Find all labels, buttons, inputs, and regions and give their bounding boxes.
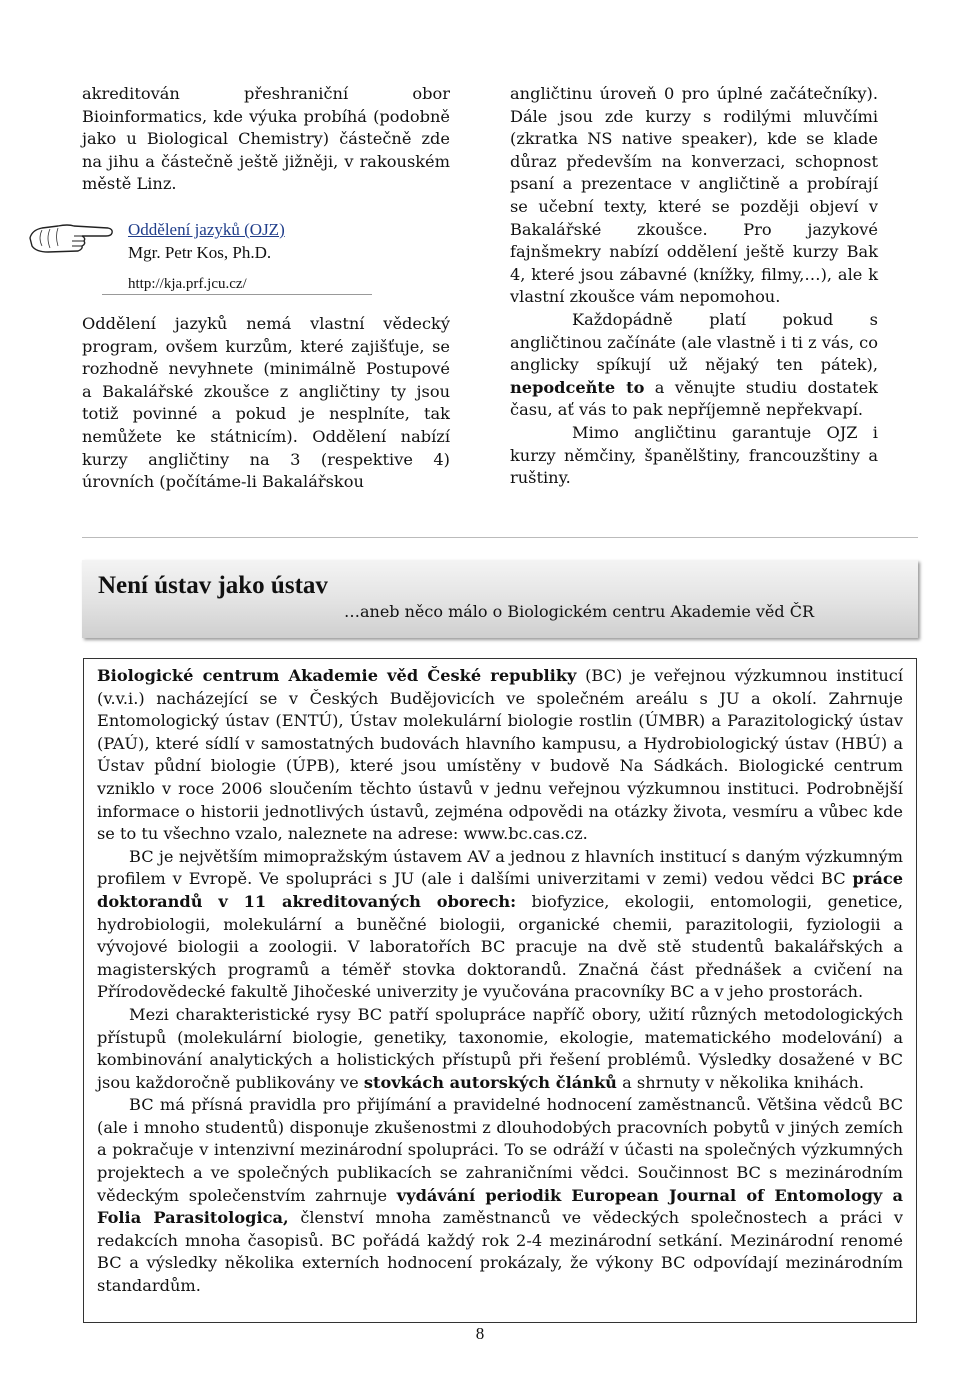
intro-text: akreditován přeshraniční obor Bioinformatics, kde výuka probíhá (podobně jako u Biological Chemistry) částečně zde na jihu a částečně ještě jižněji, v rakouském městě Linz.: [82, 84, 450, 194]
text-span: a shrnuty v několika knihách.: [616, 1072, 864, 1092]
ojz-url[interactable]: http://kja.prf.jcu.cz/: [128, 275, 247, 292]
pointing-hand-icon: [28, 216, 114, 256]
right-column: [510, 83, 878, 490]
right-paragraph-3: Mimo angličtinu garantuje OJZ i kurzy němčiny, španělštiny, francouzštiny a ruštiny.: [510, 422, 878, 488]
banner-title: Není ústav jako ústav: [98, 572, 328, 599]
section-divider: [82, 537, 918, 538]
emphasis-text: vydávání periodik European Journal of Entomology a Folia Parasitologica,: [97, 1185, 904, 1228]
text-span: BC je největším mimopražským ústavem AV a jednou z hlavních institucí s daným výzkumným profilem v Evropě. Ve spolupráci s JU (ale i dalšími univerzitami v zemi) vedou vědci BC: [97, 846, 903, 889]
emphasis-text: Biologické centrum Akademie věd České republiky: [97, 666, 577, 685]
bc-paragraph-2: [97, 846, 903, 1004]
right-paragraph-1: angličtinu úroveň 0 pro úplné začátečníky). Dále jsou zde kurzy s rodilými mluvčími (zkratka NS native speaker), kde se klade důraz především na konverzaci, schopnost psaní a prezentace v angličtině a probírají se učební texty, které se později objeví v Bakalářské zkoušce. Pro jazykové fajnšmekry nabízí oddělení ještě kurzy Bak 4, které jsou zábavné (knížky, filmy,…), ale k vlastní zkoušce vám nepomohou.: [510, 84, 878, 307]
section-banner: [82, 560, 918, 638]
right-paragraph-2: [510, 309, 878, 422]
page-number: 8: [475, 1324, 485, 1343]
left-column: [82, 83, 450, 494]
banner-subtitle: …aneb něco málo o Biologickém centru Akademie věd ČR: [343, 602, 814, 621]
ojz-paragraph: Oddělení jazyků nemá vlastní vědecký program, ovšem kurzům, které zajišťuje, se rozhodně nevyhnete (minimálně Postupové a Bakalářské zkoušce z angličtiny ty jsou totiž povinné a pokud je nesplníte, tak nemůžete ke státnicím). Oddělení nabízí kurzy angličtiny na 3 (respektive 4) úrovních (počítáme-li Bakalářskou: [82, 313, 450, 492]
ojz-contact-block: [82, 218, 450, 292]
bc-paragraph-4: [97, 1094, 903, 1297]
bc-article-box: [83, 658, 917, 1323]
bc-paragraph-3: [97, 1004, 903, 1094]
text-span: BC má přísná pravidla pro přijímání a pravidelné hodnocení zaměstnanců. Většina vědců BC (ale i mnoho studentů) disponuje zkušenostmi z dlouhodobých pracovních pobytů v jiných zemích a pokračuje v intenzivní mezinárodní spolupráci. To se odráží v účasti na společných výzkumných projektech a ve společných publikacích se zahraničními vědci. Součinnost BC s mezinárodním vědeckým společenstvím zahrnuje: [97, 1095, 903, 1205]
emphasis-text: stovkách autorských článků: [363, 1072, 617, 1092]
emphasis-text: práce doktorandů v 11 akreditovaných oborech:: [97, 869, 903, 911]
text-span: biofyzice, ekologii, entomologii, genetice, hydrobiologii, molekulární a buněčné biologii, organické chemii, parazitologii, fyziologii a vývojové biologii a zoologii. V laboratořích BC pracuje na dvě stě studentů bakalářských a magisterských programů a téměř stovka doktorandů. Značná část přednášek a cvičení na Přírodovědecké fakultě Jihočeské univerzity je vyučována pracovníky BC a v jeho prostorách.: [97, 891, 903, 1002]
text-span: a věnujte studiu dostatek času, ať vás to pak nepříjemně nepřekvapí.: [510, 377, 878, 420]
emphasis-text: nepodceňte to: [510, 377, 645, 397]
ojz-title-link[interactable]: Oddělení jazyků (OJZ): [128, 219, 285, 239]
text-span: členství mnoha zaměstnanců ve vědeckých společnostech a práci v redakcích mnoha časopisů. BC pořádá každý rok 2-4 mezinárodní setkání. Mezinárodní renomé BC a výsledky několika externích hodnocení prokázaly, že výkony BC odpovídají mezinárodním standardům.: [97, 1208, 903, 1296]
text-span: Mezi charakteristické rysy BC patří spolupráce napříč obory, užití různých metodologických přístupů (molekulární biologie, genetiky, taxonomie, ekologie, matematického modelování) a kombinování analytických a holistických přístupů při řešení problémů. Výsledky dosažené v BC jsou každoročně publikovány ve: [97, 1004, 903, 1092]
ojz-contact-name: Mgr. Petr Kos, Ph.D.: [128, 242, 272, 262]
text-span: Každopádně platí pokud s angličtinou začínáte (ale vlastně i ti z vás, co anglicky spíkují už nějaký ten pátek),: [510, 309, 878, 375]
bc-paragraph-1: [97, 665, 903, 846]
text-span: (BC) je veřejnou výzkumnou institucí (v.v.i.) nacházející se v Českých Budějovicích ve společném areálu s JU a okolí. Zahrnuje Entomologický ústav (ENTÚ), Ústav molekulární biologie rostlin (ÚMBR) a Parazitologický ústav (PAÚ), které sídlí v samostatných budovách hlavního kampusu, a Hydrobiologický ústav (HBÚ) a Ústav půdní biologie (ÚPB), které jsou umístěny v budově Na Sádkách. Biologické centrum vzniklo v roce 2006 sloučením těchto ústavů v jednu veřejnou výzkumnou instituci. Podrobnější informace o historii jednotlivých ústavů, zejména odpovědi na otázky života, vesmíru a vůbec kde se to tu všechno vzalo, naleznete na adrese: www.bc.cas.cz.: [97, 666, 903, 844]
